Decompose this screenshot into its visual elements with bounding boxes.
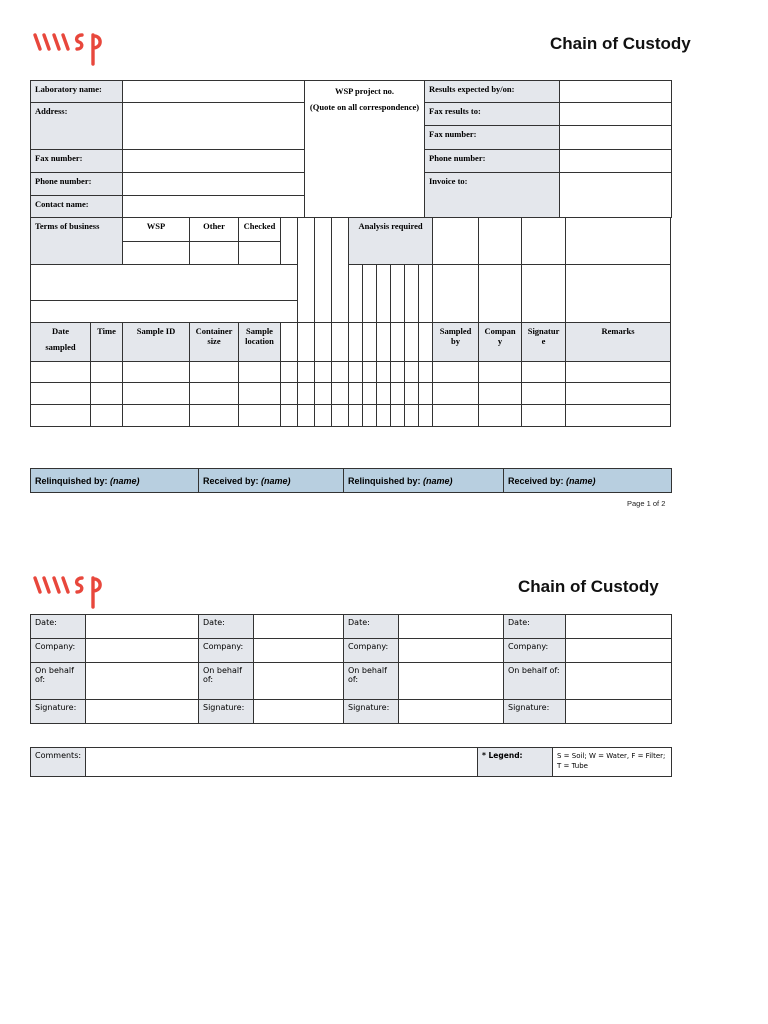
comments-table	[30, 747, 672, 777]
signature-field-2[interactable]	[254, 700, 344, 724]
terms-gap-cell	[281, 218, 298, 265]
signature-field-3[interactable]	[399, 700, 504, 724]
terms-of-business-label: Terms of business	[31, 218, 123, 265]
col-analysis-h4	[332, 323, 349, 362]
company-mid	[479, 265, 522, 323]
terms-other-label: Other	[190, 218, 239, 242]
phone-number-field[interactable]	[123, 173, 305, 196]
comments-label: Comments:	[31, 748, 86, 777]
results-expected-label: Results expected by/on:	[425, 81, 560, 103]
fax-results-field[interactable]	[560, 103, 672, 126]
company-field-4[interactable]	[566, 639, 672, 663]
legend-text: S = Soil; W = Water, F = Filter; T = Tube	[553, 748, 672, 777]
col-sample-id: Sample ID	[123, 323, 190, 362]
remarks-mid	[566, 265, 671, 323]
results-expected-field[interactable]	[560, 81, 672, 103]
relinquished-by-1: Relinquished by: (name)	[31, 469, 199, 493]
terms-wsp-field[interactable]	[123, 242, 190, 265]
wsp-logo	[32, 31, 104, 67]
date-label-1: Date:	[31, 615, 86, 639]
analysis-sub-4[interactable]	[391, 265, 405, 323]
date-field-3[interactable]	[399, 615, 504, 639]
company-field-2[interactable]	[254, 639, 344, 663]
analysis-required-label: Analysis required	[349, 218, 433, 265]
signature-label-2: Signature:	[199, 700, 254, 724]
fax-number-right-field[interactable]	[560, 126, 672, 150]
page-number: Page 1 of 2	[627, 499, 666, 508]
relinquished-by-2: Relinquished by: (name)	[344, 469, 504, 493]
phone-number-right-label: Phone number:	[425, 150, 560, 173]
signature-top	[522, 218, 566, 265]
contact-name-label: Contact name:	[31, 196, 123, 218]
signoff-table	[30, 614, 672, 724]
phone-number-label: Phone number:	[31, 173, 123, 196]
terms-checked-field[interactable]	[239, 242, 281, 265]
on-behalf-field-3[interactable]	[399, 663, 504, 700]
table-row[interactable]	[31, 405, 671, 427]
date-label-3: Date:	[344, 615, 399, 639]
address-field[interactable]	[123, 103, 305, 150]
analysis-sub-1[interactable]	[349, 265, 363, 323]
signature-label-4: Signature:	[504, 700, 566, 724]
signature-field-4[interactable]	[566, 700, 672, 724]
sampled-by-top	[433, 218, 479, 265]
wsp-logo-page2	[32, 574, 104, 610]
lab-info-table	[30, 80, 672, 218]
company-label-3: Company:	[344, 639, 399, 663]
received-by-1: Received by: (name)	[199, 469, 344, 493]
terms-other-field[interactable]	[190, 242, 239, 265]
on-behalf-label-4: On behalf of:	[504, 663, 566, 700]
col-date-sampled	[31, 323, 91, 362]
company-label-4: Company:	[504, 639, 566, 663]
remarks-top	[566, 218, 671, 265]
sample-table	[30, 217, 671, 427]
table-row[interactable]	[31, 383, 671, 405]
company-label-1: Company:	[31, 639, 86, 663]
col-analysis-h1	[281, 323, 298, 362]
terms-wsp-label: WSP	[123, 218, 190, 242]
contact-name-field[interactable]	[123, 196, 305, 218]
col-container-size: Container size	[190, 323, 239, 362]
fax-number-label: Fax number:	[31, 150, 123, 173]
date-field-4[interactable]	[566, 615, 672, 639]
col-sample-location: Sample location	[239, 323, 281, 362]
analysis-sub-2[interactable]	[363, 265, 377, 323]
signature-label-3: Signature:	[344, 700, 399, 724]
sampled-by-mid	[433, 265, 479, 323]
phone-number-right-field[interactable]	[560, 150, 672, 173]
terms-notes-field-2[interactable]	[31, 301, 298, 323]
laboratory-name-label: Laboratory name:	[31, 81, 123, 103]
date-label-line2: sampled	[45, 342, 76, 352]
on-behalf-label-3: On behalf of:	[344, 663, 399, 700]
fax-number-field[interactable]	[123, 150, 305, 173]
date-label-line1: Date	[52, 326, 69, 336]
analysis-sub-6[interactable]	[419, 265, 433, 323]
project-no-cell[interactable]	[305, 81, 425, 218]
signature-field-1[interactable]	[86, 700, 199, 724]
on-behalf-label-1: On behalf of:	[31, 663, 86, 700]
legend-label: * Legend:	[478, 748, 553, 777]
signature-label-1: Signature:	[31, 700, 86, 724]
col-analysis-h3	[315, 323, 332, 362]
date-field-1[interactable]	[86, 615, 199, 639]
col-analysis-h6	[363, 323, 377, 362]
col-analysis-h8	[391, 323, 405, 362]
date-field-2[interactable]	[254, 615, 344, 639]
table-row[interactable]	[31, 362, 671, 383]
signature-mid	[522, 265, 566, 323]
on-behalf-field-1[interactable]	[86, 663, 199, 700]
analysis-sub-3[interactable]	[377, 265, 391, 323]
col-company: Compan y	[479, 323, 522, 362]
date-label-2: Date:	[199, 615, 254, 639]
project-note: (Quote on all correspondence)	[309, 102, 420, 112]
invoice-to-field[interactable]	[560, 173, 672, 218]
laboratory-name-field[interactable]	[123, 81, 305, 103]
address-label: Address:	[31, 103, 123, 150]
fax-results-label: Fax results to:	[425, 103, 560, 126]
company-label-2: Company:	[199, 639, 254, 663]
fax-number-right-label: Fax number:	[425, 126, 560, 150]
col-remarks: Remarks	[566, 323, 671, 362]
received-by-2: Received by: (name)	[504, 469, 672, 493]
on-behalf-label-2: On behalf of:	[199, 663, 254, 700]
project-no-label: WSP project no.	[334, 86, 395, 96]
page2-title: Chain of Custody	[518, 577, 659, 596]
page-title: Chain of Custody	[550, 34, 691, 53]
analysis-sub-5[interactable]	[405, 265, 419, 323]
on-behalf-field-2[interactable]	[254, 663, 344, 700]
col-time: Time	[91, 323, 123, 362]
company-field-1[interactable]	[86, 639, 199, 663]
company-field-3[interactable]	[399, 639, 504, 663]
analysis-col-3[interactable]	[332, 218, 349, 323]
relinquish-bar	[30, 468, 672, 493]
comments-field[interactable]	[86, 748, 478, 777]
analysis-col-1[interactable]	[298, 218, 315, 323]
terms-checked-label: Checked	[239, 218, 281, 242]
col-analysis-h2	[298, 323, 315, 362]
on-behalf-field-4[interactable]	[566, 663, 672, 700]
col-sampled-by: Sampled by	[433, 323, 479, 362]
date-label-4: Date:	[504, 615, 566, 639]
col-analysis-h10	[419, 323, 433, 362]
company-top	[479, 218, 522, 265]
invoice-to-label: Invoice to:	[425, 173, 560, 218]
analysis-col-2[interactable]	[315, 218, 332, 323]
terms-notes-field[interactable]	[31, 265, 298, 301]
col-signature: Signatur e	[522, 323, 566, 362]
col-analysis-h7	[377, 323, 391, 362]
col-analysis-h5	[349, 323, 363, 362]
col-analysis-h9	[405, 323, 419, 362]
